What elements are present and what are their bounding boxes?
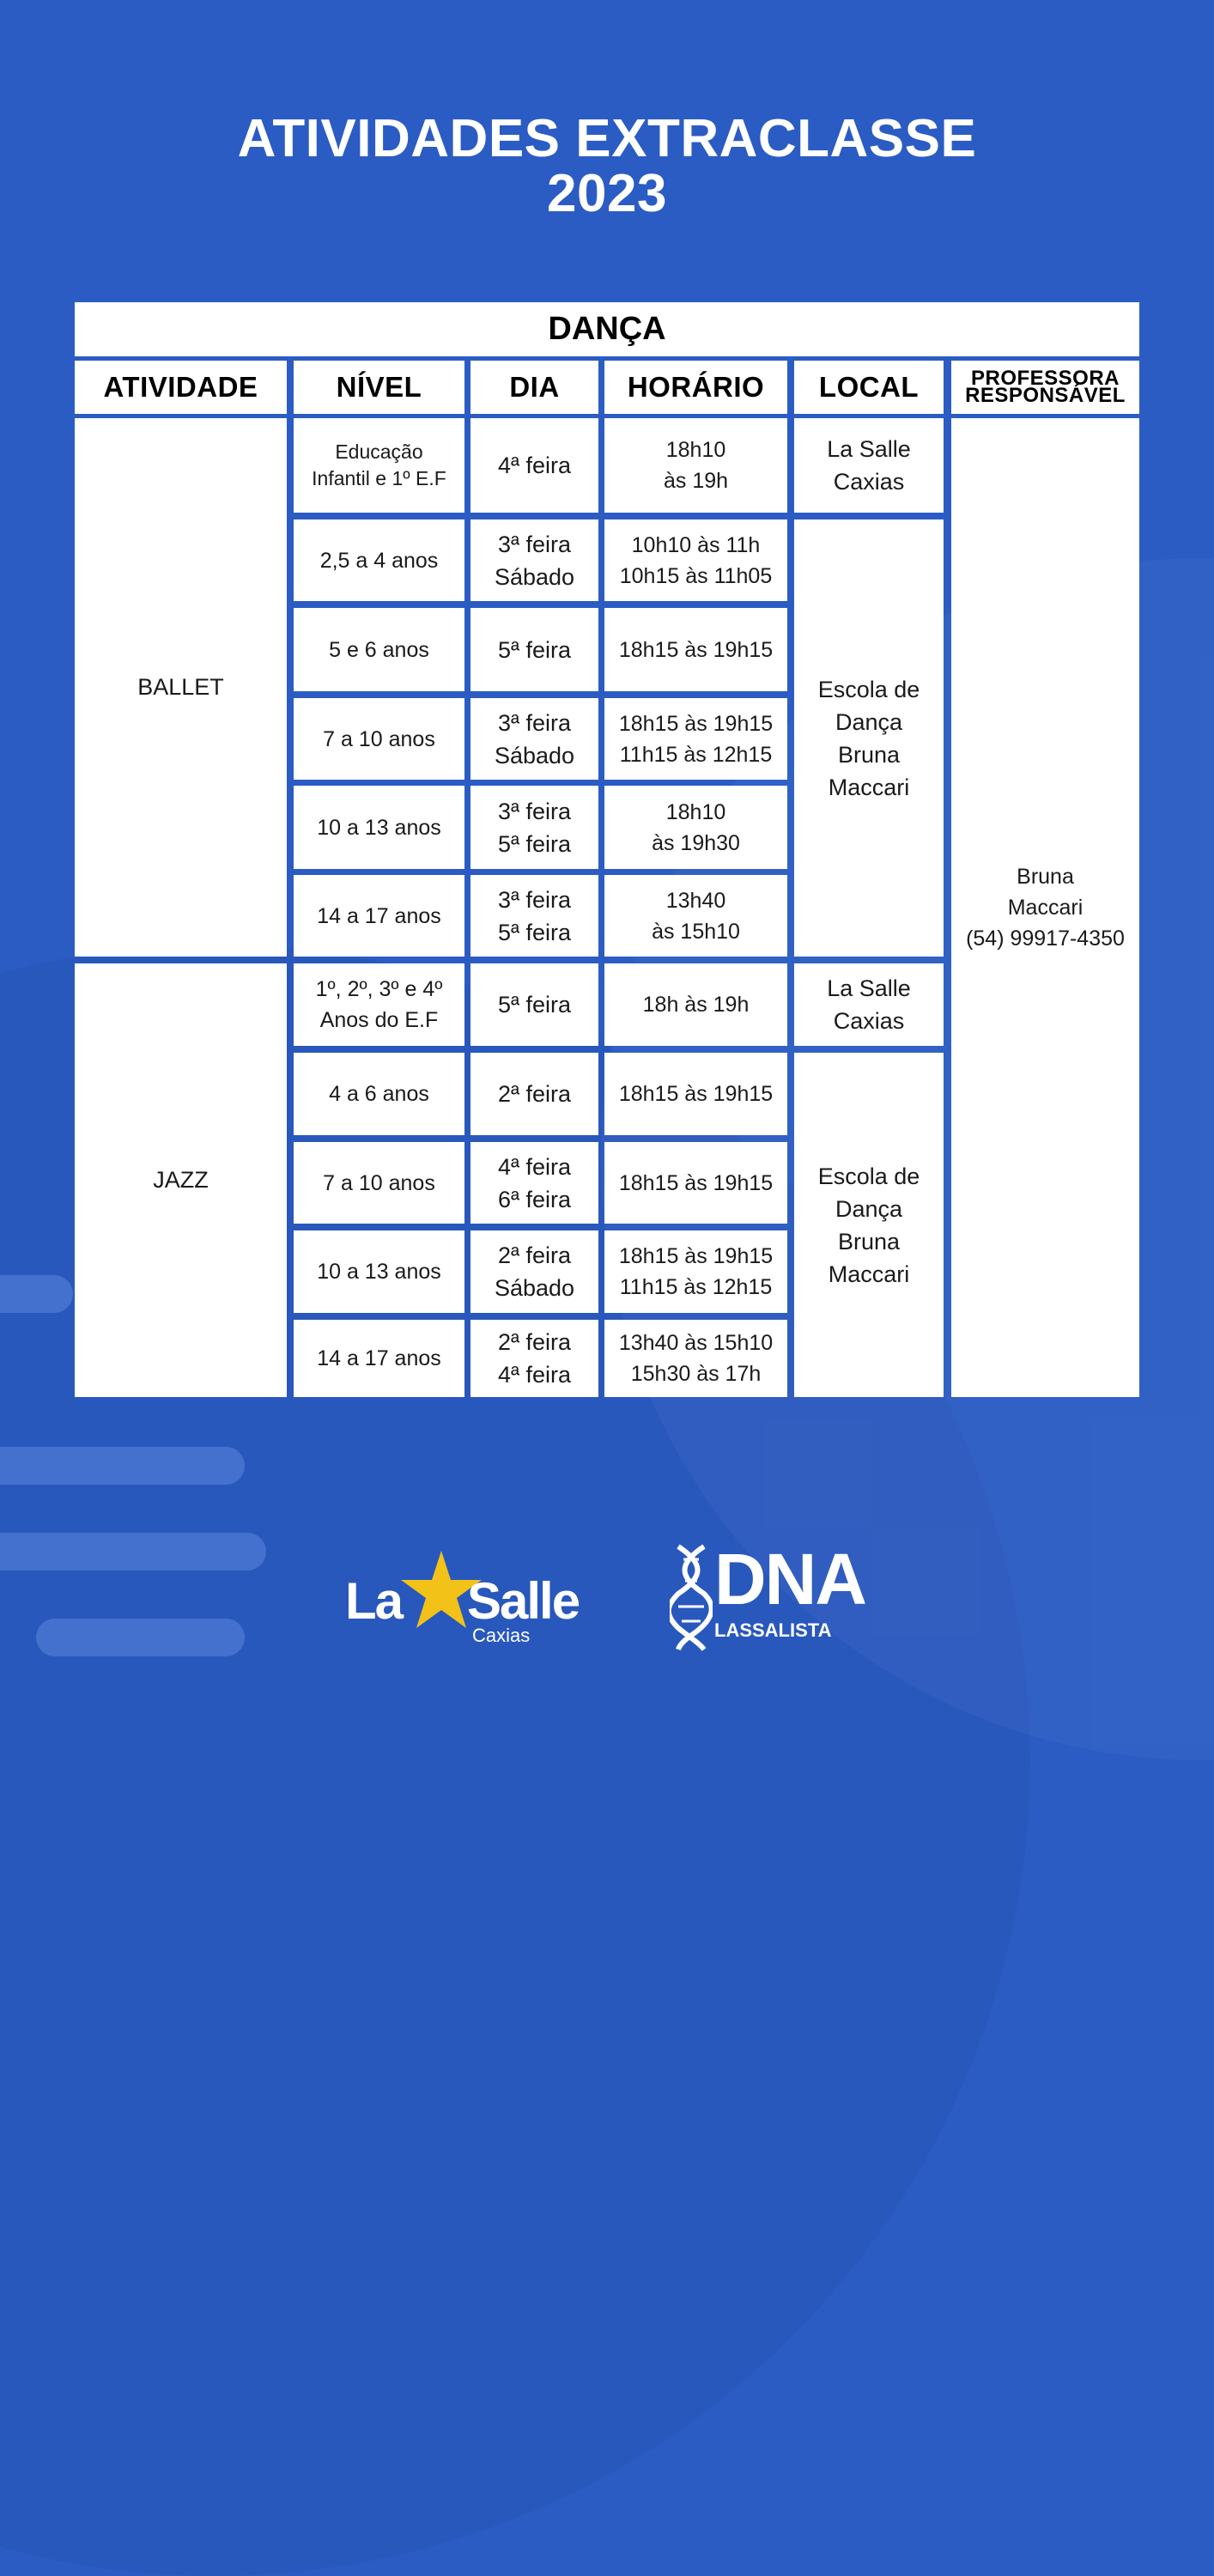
decorative-stripe [36, 1619, 245, 1656]
nivel-cell: 14 a 17 anos [294, 875, 464, 957]
dia-cell: 3ª feira 5ª feira [470, 875, 598, 957]
nivel-cell: 14 a 17 anos [294, 1320, 464, 1397]
professor-cell: Bruna Maccari (54) 99917-4350 [951, 418, 1139, 1397]
dia-cell: 3ª feira Sábado [470, 698, 598, 780]
nivel-cell: Educação Infantil e 1º E.F [294, 418, 464, 513]
nivel-cell: 4 a 6 anos [294, 1053, 464, 1135]
dia-cell: 3ª feira Sábado [470, 519, 598, 601]
section-title: DANÇA [75, 302, 1139, 356]
horario-cell: 18h às 19h [604, 963, 787, 1046]
horario-cell: 18h15 às 19h15 [604, 1142, 787, 1224]
page-title [0, 109, 1214, 223]
lasalle-logo-salle: Salle [467, 1572, 580, 1630]
dia-cell: 5ª feira [470, 963, 598, 1046]
activity-cell-ballet: BALLET [75, 418, 287, 957]
dna-helix-icon [670, 1542, 713, 1654]
local-cell: Escola de Dança Bruna Maccari [794, 519, 944, 957]
horario-cell: 10h10 às 11h 10h15 às 11h05 [604, 519, 787, 601]
nivel-cell: 10 a 13 anos [294, 1230, 464, 1313]
nivel-cell: 7 a 10 anos [294, 698, 464, 780]
horario-cell: 18h15 às 19h15 11h15 às 12h15 [604, 1230, 787, 1313]
horario-cell: 18h15 às 19h15 [604, 608, 787, 691]
decorative-stripe [0, 1275, 73, 1313]
dia-cell: 3ª feira 5ª feira [470, 786, 598, 869]
column-header-professora: PROFESSORA RESPONSÁVEL [951, 361, 1139, 414]
local-cell: La Salle Caxias [794, 963, 944, 1046]
activity-cell-jazz: JAZZ [75, 963, 287, 1397]
horario-cell: 18h15 às 19h15 [604, 1053, 787, 1135]
dia-cell: 4ª feira 6ª feira [470, 1142, 598, 1224]
local-cell: Escola de Dança Bruna Maccari [794, 1053, 944, 1397]
column-header-nivel: NÍVEL [294, 361, 464, 414]
horario-cell: 18h15 às 19h15 11h15 às 12h15 [604, 698, 787, 780]
dia-cell: 2ª feira [470, 1053, 598, 1135]
local-cell: La Salle Caxias [794, 418, 944, 513]
horario-cell: 18h10 às 19h [604, 418, 787, 513]
dia-cell: 4ª feira [470, 418, 598, 513]
lasalle-logo-city: Caxias [472, 1625, 531, 1646]
column-header-atividade: ATIVIDADE [75, 361, 287, 414]
dna-logo-subtext: LASSALISTA [714, 1619, 832, 1641]
nivel-cell: 1º, 2º, 3º e 4º Anos do E.F [294, 963, 464, 1046]
horario-cell: 13h40 às 15h10 15h30 às 17h [604, 1320, 787, 1397]
nivel-cell: 7 a 10 anos [294, 1142, 464, 1224]
dia-cell: 2ª feira Sábado [470, 1230, 598, 1313]
lasalle-logo [345, 1546, 586, 1649]
dia-cell: 2ª feira 4ª feira [470, 1320, 598, 1397]
dna-lassalista-logo [670, 1539, 865, 1654]
dna-logo-text: DNA [714, 1539, 865, 1619]
nivel-cell: 5 e 6 anos [294, 608, 464, 691]
nivel-cell: 2,5 a 4 anos [294, 519, 464, 601]
nivel-cell: 10 a 13 anos [294, 786, 464, 869]
decorative-stripe [0, 1533, 266, 1571]
title-line-2: 2023 [547, 164, 667, 223]
horario-cell: 13h40 às 15h10 [604, 875, 787, 957]
dia-cell: 5ª feira [470, 608, 598, 691]
lasalle-logo-la: La [345, 1572, 403, 1630]
column-header-local: LOCAL [794, 361, 944, 414]
horario-cell: 18h10 às 19h30 [604, 786, 787, 869]
column-header-horario: HORÁRIO [604, 361, 787, 414]
column-header-dia: DIA [470, 361, 598, 414]
title-line-1: ATIVIDADES EXTRACLASSE [237, 109, 977, 168]
decorative-stripe [0, 1447, 245, 1485]
